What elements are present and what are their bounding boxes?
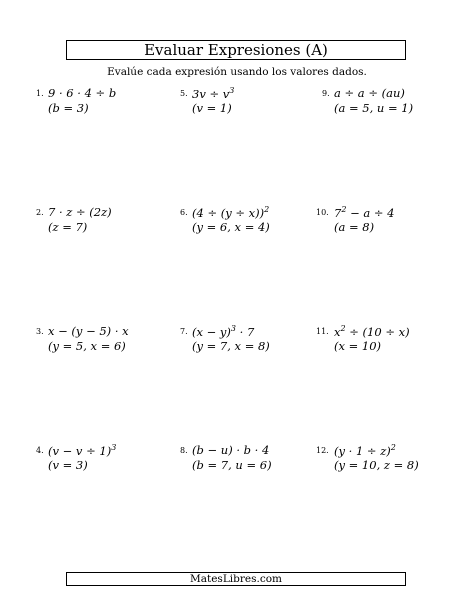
problem-7 [180,324,320,364]
problem-1 [36,86,176,126]
given-values: (a = 5, u = 1) [334,101,414,115]
expression: 9 · 6 · 4 ÷ b [48,86,117,100]
expression: (b − u) · b · 4 [192,443,270,457]
footer-site: MatesLibres.com [189,573,282,585]
given-values: (y = 5, x = 6) [48,339,126,353]
expression: $3v \div v^3$ [192,86,235,101]
problem-4 [36,443,176,483]
problem-number: 10. [316,208,329,217]
given-values: (y = 6, x = 4) [192,220,270,234]
problem-2 [36,205,176,245]
instructions: Evalúe cada expresión usando los valores dados. [107,66,367,78]
problem-12 [316,443,456,483]
given-values: (y = 10, z = 8) [334,458,419,472]
problem-11 [316,324,456,364]
given-values: (z = 7) [48,220,88,234]
given-values: (y = 7, x = 8) [192,339,270,353]
given-values: (b = 3) [48,101,89,115]
expression: $(y \cdot 1 \div z)^2$ [334,443,396,458]
given-values: (b = 7, u = 6) [192,458,272,472]
expression: $(x - y)^3 \cdot 7$ [192,324,255,339]
given-values: (v = 3) [48,458,88,472]
expression: $x^2 \div (10 \div x)$ [334,324,410,339]
problem-number: 6. [180,208,188,217]
problem-3 [36,324,176,364]
expression: $7^2 - a \div 4$ [334,205,395,220]
problem-number: 4. [36,446,44,455]
problem-number: 2. [36,208,44,217]
problem-number: 1. [36,89,44,98]
problem-number: 9. [322,89,330,98]
given-values: (x = 10) [334,339,382,353]
problem-10 [316,205,456,245]
problem-number: 8. [180,446,188,455]
problem-number: 3. [36,327,44,336]
problem-number: 7. [180,327,188,336]
problem-number: 5. [180,89,188,98]
problem-number: 12. [316,446,329,455]
expression: x − (y − 5) · x [48,324,129,338]
expression: $(v - v \div 1)^3$ [48,443,117,458]
problem-number: 11. [316,327,329,336]
problem-6 [180,205,320,245]
given-values: (v = 1) [192,101,232,115]
problem-9 [322,86,462,126]
given-values: (a = 8) [334,220,375,234]
expression: $(4 \div (y \div x))^2$ [192,205,270,220]
expression: 7 · z ÷ (2z) [48,205,112,219]
expression: a ÷ a ÷ (au) [334,86,405,100]
problem-8 [180,443,320,483]
footer [66,572,406,586]
problem-5 [180,86,320,126]
worksheet-title-box [66,40,406,60]
worksheet-title: Evaluar Expresiones (A) [144,41,328,59]
